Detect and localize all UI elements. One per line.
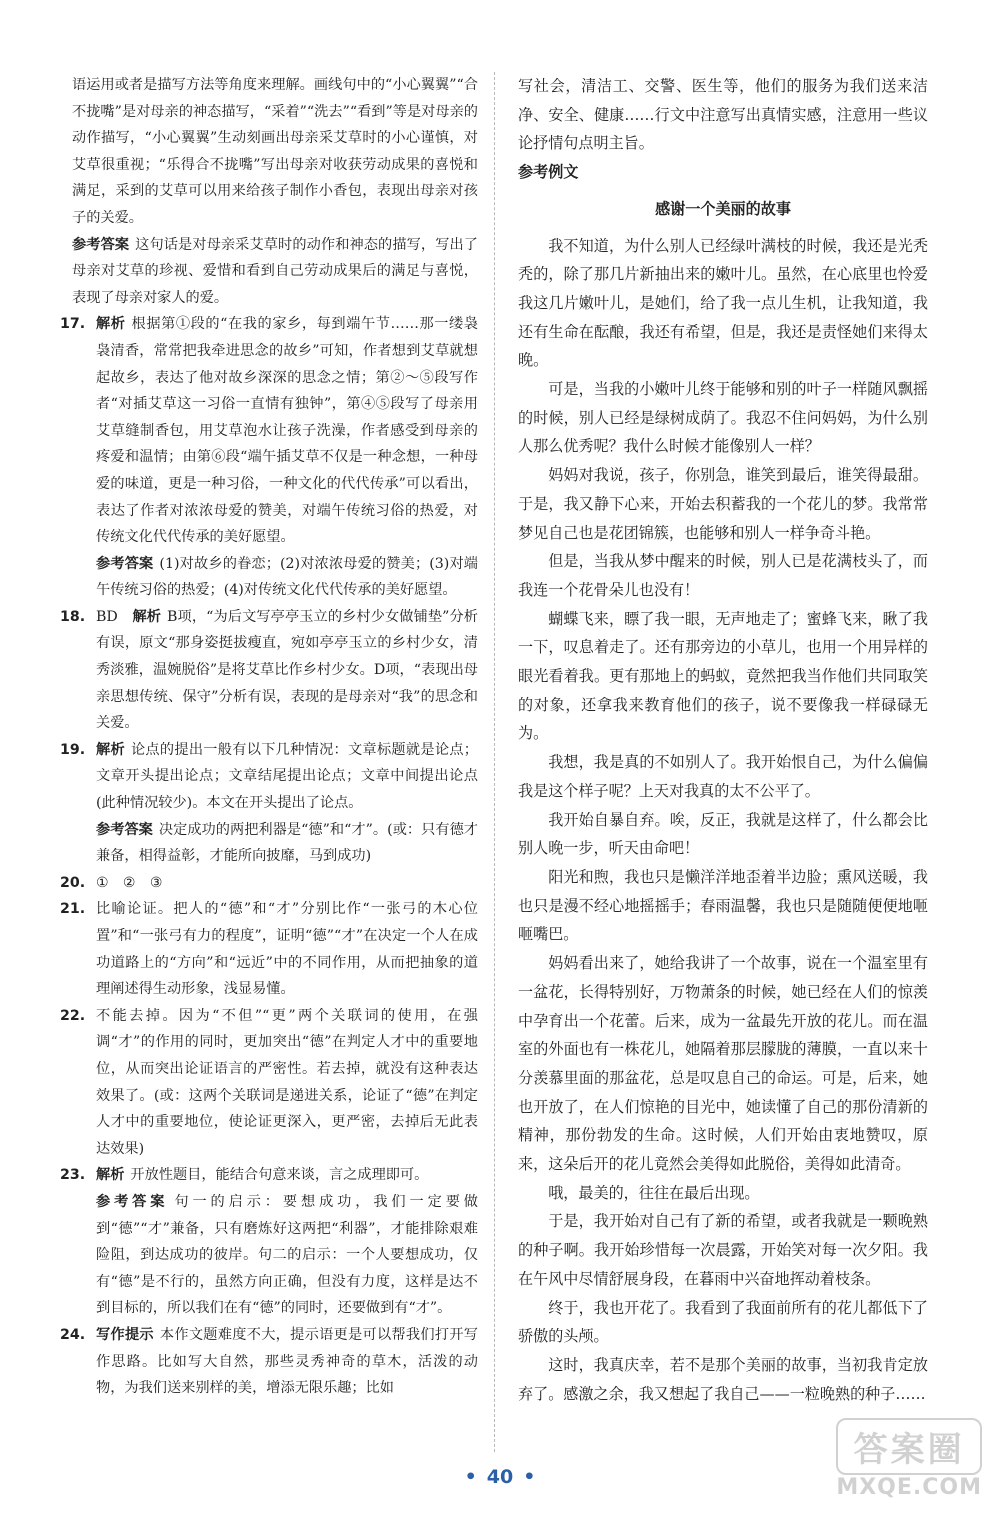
- writing-tip-continuation: 写社会，清洁工、交警、医生等，他们的服务为我们送来洁净、安全、健康……行文中注意写出真情实感，注意用一些议论抒情句点明主旨。: [518, 77, 928, 153]
- watermark-url: MXQE.COM: [836, 1475, 982, 1500]
- question-number: 24.: [60, 1326, 86, 1343]
- essay-paragraph: 妈妈对我说，孩子，你别急，谁笑到最后，谁笑得最甜。于是，我又静下心来，开始去积蓄我的一个花儿的梦。我常常梦见自己也是花团锦簇，也能够和别人一样争奇斗艳。: [518, 466, 928, 542]
- question-24: [60, 1322, 478, 1402]
- answer-23: [72, 1189, 478, 1322]
- right-column: [518, 72, 928, 1408]
- analysis-label: 解析: [96, 316, 126, 333]
- analysis-label: 解析: [132, 608, 162, 625]
- analysis-text: 开放性题目，能结合句意来谈，言之成理即可。: [130, 1167, 429, 1184]
- left-column: [60, 72, 478, 1402]
- analysis-text: 论点的提出一般有以下几种情况：文章标题就是论点；文章开头提出论点；文章结尾提出论点；文章中间提出论点(此种情况较少)。本文在开头提出了论点。: [96, 741, 478, 812]
- writing-tip-label: 写作提示: [96, 1326, 154, 1343]
- intro-answer: 参考答案 这句话是对母亲采艾草时的动作和神态的描写，写出了母亲对艾草的珍视、爱惜和看到自己劳动成果后的满足与喜悦，表现了母亲对家人的爱。: [72, 236, 478, 306]
- writing-tip-text: 本作文题难度不大，提示语更是可以帮我们打开写作思路。比如写大自然，那些灵秀神奇的草木，活泼的动物，为我们送来别样的美，增添无限乐趣；比如: [96, 1326, 478, 1397]
- answer-text: (1)对故乡的眷恋；(2)对浓浓母爱的赞美；(3)对端午传统习俗的热爱；(4)对传统文化代代传承的美好愿望。: [96, 555, 478, 599]
- answer-text: 句一的启示：要想成功，我们一定要做到“德”“才”兼备，只有磨炼好这两把“利器”，才能排除艰难险阻，到达成功的彼岸。句二的启示：一个人要想成功，仅有“德”是不行的，虽然方向正确，但没有力度，这样是达不到目标的，所以我们在有“德”的同时，还要做到有“才”。: [96, 1193, 478, 1317]
- question-19: [60, 737, 478, 817]
- essay-paragraph: 我不知道，为什么别人已经绿叶满枝的时候，我还是光秃秃的，除了那几片新抽出来的嫩叶儿。虽然，在心底里也怜爱我这几片嫩叶儿，是她们，给了我一点儿生机，让我知道，我还有生命在酝酿，我还有希望，但是，我还是责怪她们来得太晚。: [518, 236, 928, 370]
- question-17: [60, 311, 478, 550]
- question-number: 22.: [60, 1007, 86, 1024]
- intro-paragraph: 语运用或者是描写方法等角度来理解。画线句中的“小心翼翼”“合不拢嘴”是对母亲的神态描写，“采着”“洗去”“看到”等是对母亲的动作描写，“小心翼翼”生动刻画出母亲采艾草时的小心谨慎，对艾草很重视；“乐得合不拢嘴”写出母亲对收获劳动成果的喜悦和满足，采到的艾草可以用来给孩子制作小香包，表现出母亲对孩子的关爱。: [72, 77, 478, 226]
- analysis-text: 根据第①段的“在我的家乡，每到端午节……那一缕袅袅清香，常常把我牵进思念的故乡”可知，作者想到艾草就想起故乡，表达了他对故乡深深的思念之情；第②～⑤段写作者“对插艾草这一习俗一直情有独钟”，第④⑤段写了母亲用艾草缝制香包，用艾草泡水让孩子洗澡，作者感受到母亲的疼爱和温情；由第⑥段“端午插艾草不仅是一种念想，一种母爱的味道，更是一种习俗，一种文化的代代传承”可以看出，表达了作者对浓浓母爱的赞美，对端午传统习俗的热爱，对传统文化代代传承的美好愿望。: [96, 316, 478, 546]
- essay-paragraph: 蝴蝶飞来，瞟了我一眼，无声地走了；蜜蜂飞来，瞅了我一下，叹息着走了。还有那旁边的小草儿，也用一个用异样的眼光看着我。更有那地上的蚂蚁，竟然把我当作他们共同取笑的对象，还拿我来教育他们的孩子，说不要像我一样碌碌无为。: [518, 609, 928, 743]
- essay-body: [518, 232, 928, 1409]
- answer-text: ① ② ③: [96, 874, 163, 891]
- question-number: 21.: [60, 901, 86, 918]
- column-divider: [494, 72, 495, 1452]
- answer-17: [72, 551, 478, 604]
- essay-paragraph: 这时，我真庆幸，若不是那个美丽的故事，当初我肯定放弃了。感激之余，我又想起了我自己——一粒晚熟的种子……: [518, 1355, 928, 1403]
- essay-paragraph: 我开始自暴自弃。唉，反正，我就是这样了，什么都会比别人晚一步，听天由命吧！: [518, 810, 928, 858]
- answer-label: 参考答案: [96, 1193, 169, 1210]
- question-18: [60, 604, 478, 737]
- question-number: 17.: [60, 316, 86, 333]
- answer-text: 比喻论证。把人的“德”和“才”分别比作“一张弓的木心位置”和“一张弓有力的程度”，证明“德”“才”在决定一个人在成功道路上的“方向”和“远近”中的不同作用，从而把抽象的道理阐述得生动形象，浅显易懂。: [96, 901, 478, 998]
- question-20: [60, 870, 478, 897]
- page-number: 40: [486, 1466, 514, 1488]
- essay-paragraph: 终于，我也开花了。我看到了我面前所有的花儿都低下了骄傲的头颅。: [518, 1298, 928, 1346]
- footer-dot: •: [464, 1466, 477, 1488]
- question-number: 19.: [60, 741, 86, 758]
- question-22: [60, 1003, 478, 1163]
- question-number: 23.: [60, 1167, 86, 1184]
- essay-paragraph: 但是，当我从梦中醒来的时候，别人已是花满枝头了，而我连一个花骨朵儿也没有！: [518, 552, 928, 599]
- analysis-text: B项，“为后文写亭亭玉立的乡村少女做铺垫”分析有误，原文“那身姿挺拔瘦直，宛如亭亭玉立的乡村少女，清秀淡雅，温婉脱俗”是将艾草比作乡村少女。D项，“表现出母亲思想传统、保守”分析有误，表现的是母亲对“我”的思念和关爱。: [96, 608, 478, 732]
- essay-paragraph: 于是，我开始对自己有了新的希望，或者我就是一颗晚熟的种子啊。我开始珍惜每一次晨露，开始笑对每一次夕阳。我在午风中尽情舒展身段，在暮雨中兴奋地挥动着枝条。: [518, 1212, 928, 1288]
- question-number: 18.: [60, 608, 86, 625]
- answer-choice: BD: [96, 608, 118, 625]
- essay-paragraph: 哦，最美的，往往在最后出现。: [548, 1183, 760, 1202]
- answer-19: [72, 817, 478, 870]
- answer-text: 决定成功的两把利器是“德”和“才”。(或：只有德才兼备，相得益彰，才能所向披靡，马到成功): [96, 821, 478, 865]
- essay-paragraph: 我想，我是真的不如别人了。我开始恨自己，为什么偏偏我是这个样子呢？上天对我真的太不公平了。: [518, 753, 928, 800]
- analysis-label: 解析: [96, 1167, 125, 1184]
- watermark: [836, 1418, 982, 1500]
- essay-paragraph: 阳光和煦，我也只是懒洋洋地歪着半边脸；熏风送暖，我也只是漫不经心地摇摇手；春雨温馨，我也只是随随便便地咂咂嘴巴。: [518, 867, 928, 944]
- answer-label: 参考答案: [96, 821, 153, 838]
- essay-paragraph: 可是，当我的小嫩叶儿终于能够和别的叶子一样随风飘摇的时候，别人已经是绿树成荫了。我忍不住问妈妈，为什么别人那么优秀呢？我什么时候才能像别人一样？: [518, 380, 928, 456]
- watermark-logo: 答案圈: [836, 1418, 982, 1475]
- footer-dot: •: [523, 1466, 536, 1488]
- question-number: 20.: [60, 874, 86, 891]
- essay-title: 感谢一个美丽的故事: [655, 199, 791, 218]
- answer-label: 参考答案: [96, 555, 154, 572]
- analysis-label: 解析: [96, 741, 125, 758]
- answer-text: 不能去掉。因为“不但”“更”两个关联词的使用，在强调“才”的作用的同时，更加突出“德”在判定人才中的重要地位，从而突出论证语言的严密性。若去掉，就没有这种表达效果了。(或：这两个关联词是递进关系，论证了“德”在判定人才中的重要地位，使论证更深入，更严密，去掉后无此表达效果): [96, 1007, 478, 1157]
- question-21: [60, 896, 478, 1002]
- essay-paragraph: 妈妈看出来了，她给我讲了一个故事，说在一个温室里有一盆花，长得特别好，万物萧条的时候，她已经在人们的惊羡中孕育出一个花蕾。后来，成为一盆最先开放的花儿。而在温室的外面也有一株花儿，她隔着那层朦胧的薄膜，一直以来十分羡慕里面的那盆花，总是叹息自己的命运。可是，后来，她也开放了，在人们惊艳的目光中，她读懂了自己的那份清新的精神，那份勃发的生命。这时候，人们开始由衷地赞叹，原来，这朵后开的花儿竟然会美得如此脱俗，美得如此清奇。: [518, 954, 928, 1174]
- answer-label: 参考答案: [72, 236, 130, 253]
- question-23: [60, 1162, 478, 1189]
- example-label: 参考例文: [518, 163, 579, 182]
